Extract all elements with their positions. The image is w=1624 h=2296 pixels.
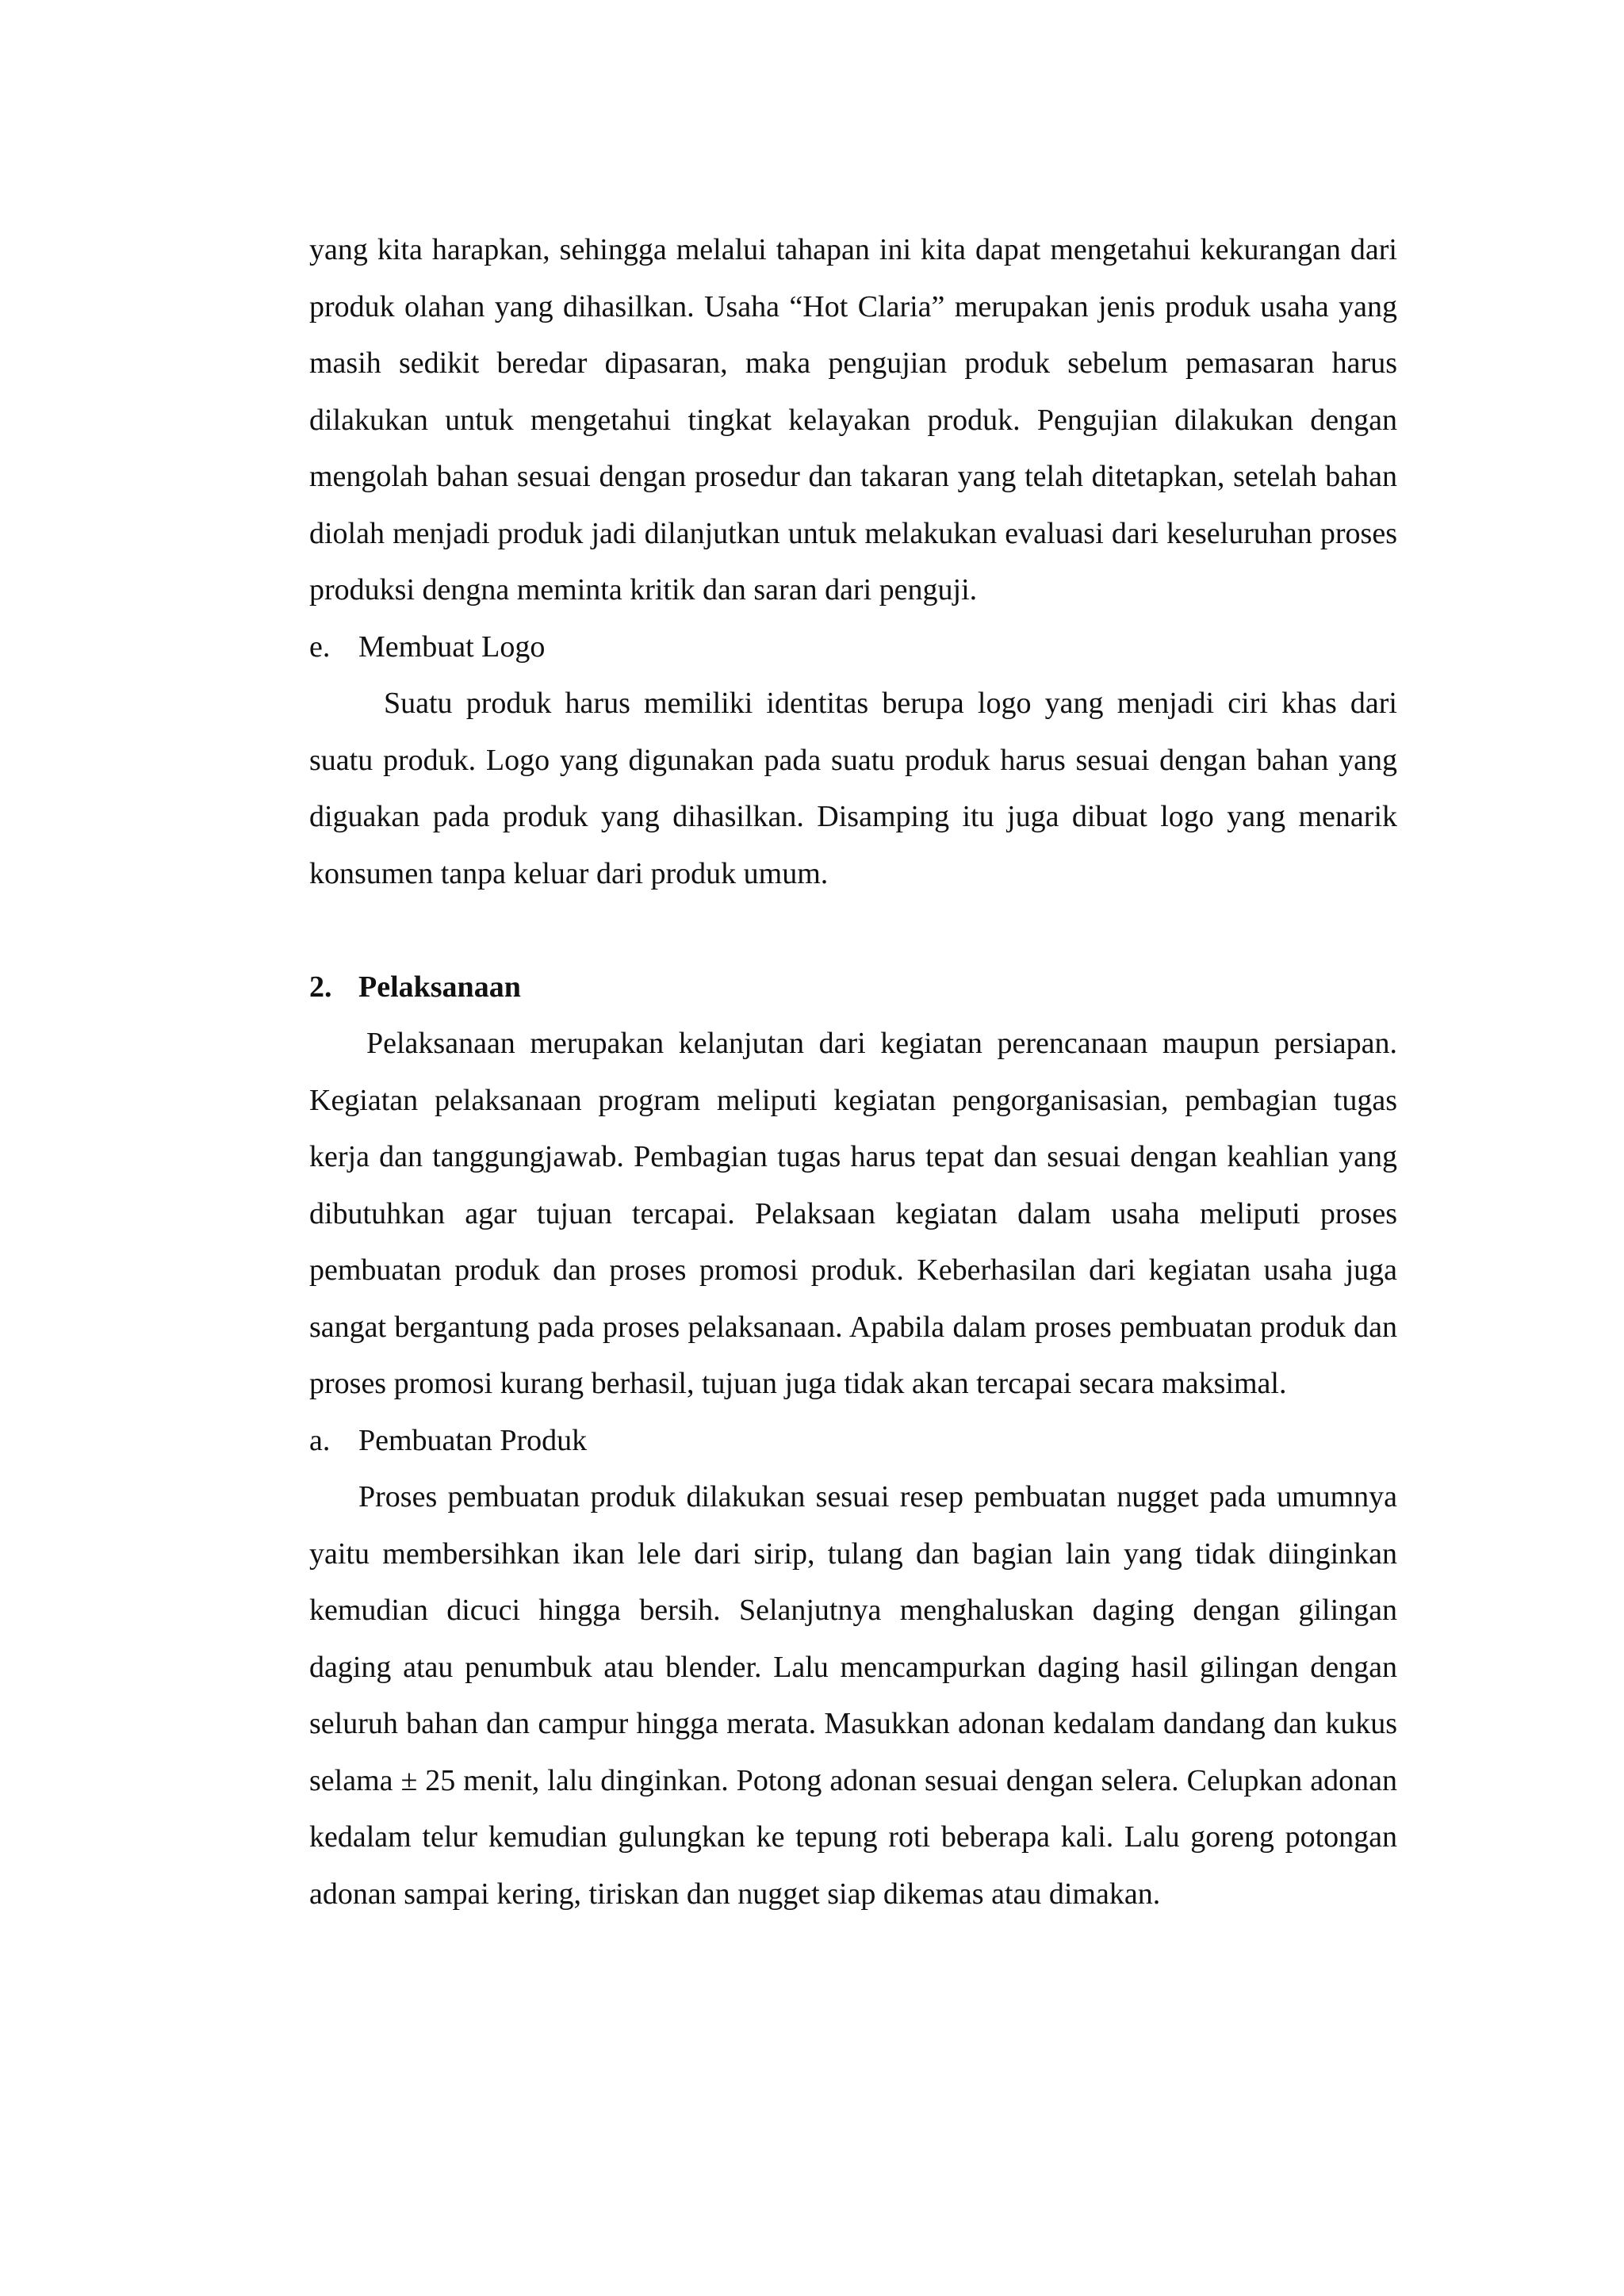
subsection-e-heading <box>309 619 1397 676</box>
subsection-a-heading <box>309 1413 1397 1470</box>
subsection-e-paragraph: Suatu produk harus memiliki identitas berupa logo yang menjadi ciri khas dari suatu produk. Logo yang digunakan pada suatu produk harus sesuai dengan bahan yang diguakan pada produk yang dihasilkan. Disamping itu juga dibuat logo yang menarik konsumen tanpa keluar dari produk umum. <box>309 687 1397 890</box>
section-2-heading <box>309 959 1397 1016</box>
section-2-title: Pelaksanaan <box>358 970 521 1004</box>
page-body <box>309 222 1397 1923</box>
section-2-number: 2. <box>309 970 332 1004</box>
section-spacer <box>309 902 1397 959</box>
subsection-a-title: Pembuatan Produk <box>358 1423 588 1457</box>
section-2-paragraph: Pelaksanaan merupakan kelanjutan dari kegiatan perencanaan maupun persiapan. Kegiatan pelaksanaan program meliputi kegiatan pengorganisasian, pembagian tugas kerja dan tanggungjawab. Pembagian tugas harus tepat dan sesuai dengan keahlian yang dibutuhkan agar tujuan tercapai. Pelaksaan kegiatan dalam usaha meliputi proses pembuatan produk dan proses promosi produk. Keberhasilan dari kegiatan usaha juga sangat bergantung pada proses pelaksanaan. Apabila dalam proses pembuatan produk dan proses promosi kurang berhasil, tujuan juga tidak akan tercapai secara maksimal. <box>309 1027 1397 1400</box>
subsection-a-marker: a. <box>309 1423 331 1457</box>
subsection-e-title: Membuat Logo <box>358 629 546 664</box>
subsection-a-paragraph: Proses pembuatan produk dilakukan sesuai resep pembuatan nugget pada umumnya yaitu membersihkan ikan lele dari sirip, tulang dan bagian lain yang tidak diinginkan kemudian dicuci hingga bersih. Selanjutnya menghaluskan daging dengan gilingan daging atau penumbuk atau blender. Lalu mencampurkan daging hasil gilingan dengan seluruh bahan dan campur hingga merata. Masukkan adonan kedalam dandang dan kukus selama ± 25 menit, lalu dinginkan. Potong adonan sesuai dengan selera. Celupkan adonan kedalam telur kemudian gulungkan ke tepung roti beberapa kali. Lalu goreng potongan adonan sampai kering, tiriskan dan nugget siap dikemas atau dimakan. <box>309 1480 1397 1911</box>
continuation-paragraph: yang kita harapkan, sehingga melalui tahapan ini kita dapat mengetahui kekurangan dari produk olahan yang dihasilkan. Usaha “Hot Claria” merupakan jenis produk usaha yang masih sedikit beredar dipasaran, maka pengujian produk sebelum pemasaran harus dilakukan untuk mengetahui tingkat kelayakan produk. Pengujian dilakukan dengan mengolah bahan sesuai dengan prosedur dan takaran yang telah ditetapkan, setelah bahan diolah menjadi produk jadi dilanjutkan untuk melakukan evaluasi dari keseluruhan proses produksi dengna meminta kritik dan saran dari penguji. <box>309 233 1397 607</box>
subsection-e-marker: e. <box>309 629 331 664</box>
